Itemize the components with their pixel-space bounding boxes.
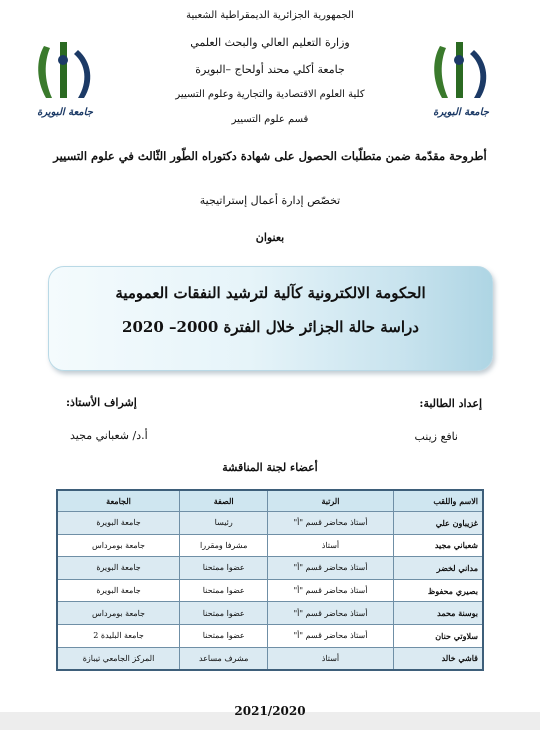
member-rank: أستاذ محاضر قسم "أ" — [268, 579, 393, 602]
table-row — [57, 624, 483, 647]
member-role: مشرف مساعد — [180, 647, 268, 670]
jury-table — [56, 489, 484, 671]
university-line: جامعة أكلي محند أولحاج –البويرة — [195, 63, 345, 76]
column-header-rank: الرتبة — [268, 490, 393, 512]
member-name: بوسنة محمد — [393, 602, 483, 625]
column-header-name: الاسم واللقب — [393, 490, 483, 512]
republic-line: الجمهورية الجزائرية الديمقراطية الشعبية — [186, 10, 354, 21]
table-row — [57, 579, 483, 602]
table-row — [57, 512, 483, 535]
logo-caption: جامعة البويرة — [37, 107, 93, 118]
member-name: مداني لخضر — [393, 557, 483, 580]
table-row — [57, 647, 483, 670]
member-university: جامعة البويرة — [57, 557, 180, 580]
member-rank: أستاذ محاضر قسم "أ" — [268, 557, 393, 580]
member-university: جامعة البويرة — [57, 512, 180, 535]
member-role: عضوا ممتحنا — [180, 579, 268, 602]
faculty-line: كلية العلوم الاقتصادية والتجارية وعلوم التسيير — [175, 89, 365, 100]
thesis-specialty: تخصّص إدارة أعمال إستراتيجية — [199, 194, 341, 207]
member-name: بصيري محفوظ — [393, 579, 483, 602]
member-rank: أستاذ — [268, 647, 393, 670]
member-role: مشرفا ومقررا — [180, 534, 268, 557]
supervisor-name: أ.د/ شعباني مجيد — [70, 429, 148, 442]
member-role: عضوا ممتحنا — [180, 624, 268, 647]
member-role: عضوا ممتحنا — [180, 602, 268, 625]
logo-caption: جامعة البويرة — [433, 107, 489, 118]
university-logo-left — [30, 40, 100, 118]
member-university: جامعة بومرداس — [57, 602, 180, 625]
prepared-by-label: إعداد الطالبة: — [419, 397, 482, 410]
member-name: سلاوتي حنان — [393, 624, 483, 647]
department-line: قسم علوم التسيير — [231, 114, 309, 125]
supervisor-label: إشراف الأستاذ: — [66, 396, 137, 409]
member-university: جامعة بومرداس — [57, 534, 180, 557]
member-name: شعباني مجيد — [393, 534, 483, 557]
thesis-subtitle: دراسة حالة الجزائر خلال الفترة 2000– 2020 — [122, 318, 419, 336]
member-name: قاشي خالد — [393, 647, 483, 670]
thesis-purpose: أطروحة مقدّمة ضمن متطلّبات الحصول على شهادة دكتوراه الطّور الثّالث في علوم التسيير — [53, 149, 487, 163]
academic-year: 2021/2020 — [234, 704, 306, 718]
thesis-title-box — [48, 266, 493, 371]
under-title-label: بعنوان — [255, 231, 285, 244]
member-role: رئيسا — [180, 512, 268, 535]
table-row — [57, 602, 483, 625]
thesis-title: الحكومة الالكترونية كآلية لترشيد النفقات العمومية — [115, 284, 426, 302]
member-role: عضوا ممتحنا — [180, 557, 268, 580]
member-name: غزيباون علي — [393, 512, 483, 535]
member-university: جامعة البليدة 2 — [57, 624, 180, 647]
member-rank: أستاذ محاضر قسم "أ" — [268, 602, 393, 625]
column-header-role: الصفة — [180, 490, 268, 512]
member-rank: أستاذ محاضر قسم "أ" — [268, 624, 393, 647]
column-header-university: الجامعة — [57, 490, 180, 512]
table-header-row — [57, 490, 483, 512]
table-row — [57, 534, 483, 557]
member-university: المركز الجامعي تيبازة — [57, 647, 180, 670]
member-university: جامعة البويرة — [57, 579, 180, 602]
university-logo-right — [426, 40, 496, 118]
jury-title: أعضاء لجنة المناقشة — [222, 461, 318, 474]
table-row — [57, 557, 483, 580]
member-rank: أستاذ — [268, 534, 393, 557]
student-name: نافع زينب — [414, 430, 458, 443]
member-rank: أستاذ محاضر قسم "أ" — [268, 512, 393, 535]
ministry-line: وزارة التعليم العالي والبحث العلمي — [190, 36, 350, 49]
